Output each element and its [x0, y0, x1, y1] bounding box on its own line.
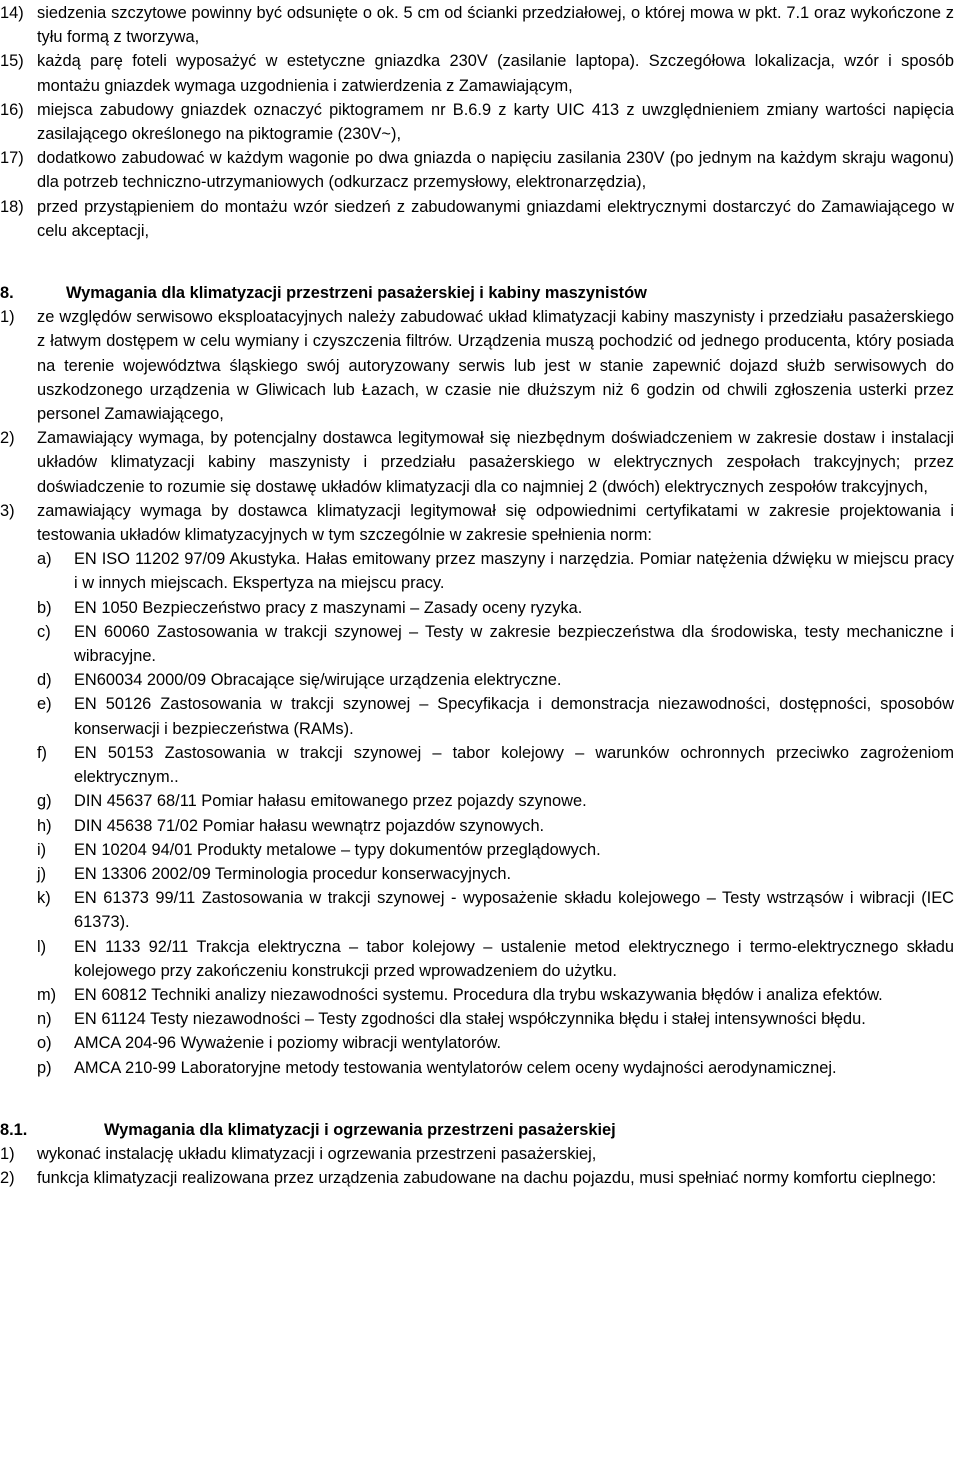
norm-letter: l): [37, 937, 47, 956]
list-item: [0, 49, 954, 97]
norm-item: [0, 1056, 954, 1080]
item-number: 2): [0, 1169, 15, 1188]
norm-letter: h): [37, 816, 52, 835]
norm-text: EN 60060 Zastosowania w trakcji szynowej – Testy w zakresie bezpieczeństwa dla środowiska, testy mechaniczne i wibracyjne.: [74, 622, 954, 666]
item-text: ze względów serwisowo eksploatacyjnych należy zabudować układ klimatyzacji kabiny maszynisty i przedziału pasażerskiego z łatwym dostępem w celu wymiany i czyszczenia filtrów. Urządzenia muszą pochodzić od jednego producenta, który posiada na terenie województwa śląskiego swój autoryzowany serwis lub jest w stanie zapewnić dojazd służb serwisowych do uszkodzonego urządzenia w Gliwicach lub Łazach, w czasie nie dłuższym niż 6 godzin od chwili zgłoszenia usterki przez personel Zamawiającego,: [37, 308, 954, 424]
norm-item: [0, 886, 954, 934]
norm-letter: j): [37, 864, 47, 883]
norm-letter: o): [37, 1034, 52, 1053]
norm-letter: d): [37, 671, 52, 690]
norm-item: [0, 596, 954, 620]
norm-text: EN60034 2000/09 Obracające się/wirujące urządzenia elektryczne.: [74, 671, 562, 690]
norm-text: EN 60812 Techniki analizy niezawodności systemu. Procedura dla trybu wskazywania błędów i analiza efektów.: [74, 985, 883, 1004]
section-8-list: [0, 305, 954, 547]
norm-text: EN 1050 Bezpieczeństwo pracy z maszynami – Zasady oceny ryzyka.: [74, 598, 583, 617]
norm-text: EN ISO 11202 97/09 Akustyka. Hałas emitowany przez maszyny i narzędzia. Pomiar natężenia dźwięku w miejscu pracy i w innych miejscach. Ekspertyza na miejscu pracy.: [74, 550, 954, 593]
list-item: [0, 98, 954, 146]
list-item: [0, 1166, 954, 1190]
item-number: 1): [0, 1144, 15, 1163]
list-item: [0, 1, 954, 49]
norm-text: AMCA 210-99 Laboratoryjne metody testowania wentylatorów celem oceny wydajności aerodynamicznej.: [74, 1058, 837, 1077]
norm-text: DIN 45637 68/11 Pomiar hałasu emitowanego przez pojazdy szynowe.: [74, 792, 587, 811]
item-text: przed przystąpieniem do montażu wzór siedzeń z zabudowanymi gniazdami elektrycznymi dostarczyć do Zamawiającego w celu akceptacji,: [37, 197, 954, 240]
item-number: 17): [0, 149, 24, 168]
norm-letter: p): [37, 1058, 52, 1077]
norm-item: [0, 1007, 954, 1031]
list-top: [0, 1, 954, 243]
list-item: [0, 1142, 954, 1166]
norm-item: [0, 983, 954, 1007]
norm-text: EN 50153 Zastosowania w trakcji szynowej – tabor kolejowy – warunków ochronnych przeciwko zagrożeniom elektrycznym..: [74, 743, 954, 787]
norm-item: [0, 692, 954, 740]
item-number: 16): [0, 100, 24, 119]
item-number: 2): [0, 429, 15, 448]
norm-item: [0, 935, 954, 983]
norm-item: [0, 668, 954, 692]
list-item: [0, 146, 954, 194]
list-item: [0, 499, 954, 547]
norm-letter: a): [37, 550, 52, 569]
norm-text: EN 1133 92/11 Trakcja elektryczna – tabor kolejowy – ustalenie metod elektrycznego i termo-elektrycznego składu kolejowego przy zakończeniu konstrukcji przed wprowadzeniem do użytku.: [74, 937, 954, 980]
norm-item: [0, 862, 954, 886]
norm-letter: i): [37, 840, 47, 859]
norm-letter: m): [37, 985, 57, 1004]
item-number: 3): [0, 501, 15, 520]
item-text: miejsca zabudowy gniazdek oznaczyć piktogramem nr B.6.9 z karty UIC 413 z uwzględnieniem zmiany wartości napięcia zasilającego określonego na piktogramie (230V~),: [37, 100, 954, 144]
norm-letter: g): [37, 792, 52, 811]
norm-item: [0, 789, 954, 813]
item-number: 15): [0, 52, 24, 71]
norm-text: EN 10204 94/01 Produkty metalowe – typy dokumentów przeglądowych.: [74, 840, 601, 859]
item-number: 18): [0, 197, 24, 216]
section-title: Wymagania dla klimatyzacji i ogrzewania przestrzeni pasażerskiej: [104, 1120, 616, 1139]
norm-letter: n): [37, 1010, 52, 1029]
section-title: Wymagania dla klimatyzacji przestrzeni pasażerskiej i kabiny maszynistów: [66, 284, 647, 303]
norms-list: [0, 547, 954, 1079]
norm-letter: e): [37, 695, 52, 714]
item-text: Zamawiający wymaga, by potencjalny dostawca legitymował się niezbędnym doświadczeniem w zakresie dostaw i instalacji układów klimatyzacji kabiny maszynisty i przedziału pasażerskiego w elektrycznych zespołach trakcyjnych; przez doświadczenie to rozumie się dostawę układów klimatyzacji dla co najmniej 2 (dwóch) elektrycznych zespołów trakcyjnych,: [37, 429, 954, 496]
norm-text: AMCA 204-96 Wyważenie i poziomy wibracji wentylatorów.: [74, 1034, 502, 1053]
list-item: [0, 195, 954, 243]
norm-text: EN 61124 Testy niezawodności – Testy zgodności dla stałej współczynnika błędu i stałej intensywności błędu.: [74, 1010, 866, 1029]
item-number: 14): [0, 4, 24, 22]
norm-item: [0, 741, 954, 789]
norm-item: [0, 838, 954, 862]
norm-item: [0, 814, 954, 838]
item-text: każdą parę foteli wyposażyć w estetyczne gniazdka 230V (zasilanie laptopa). Szczegółowa lokalizacja, wzór i sposób montażu gniazdek wymaga uzgodnienia i zatwierdzenia z Zamawiającym,: [37, 52, 954, 95]
list-item: [0, 426, 954, 499]
item-text: zamawiający wymaga by dostawca klimatyzacji legitymował się odpowiednimi certyfikatami w zakresie projektowania i testowania układów klimatyzacyjnych w tym szczególnie w zakresie spełnienia norm:: [37, 501, 954, 545]
item-text: siedzenia szczytowe powinny być odsunięte o ok. 5 cm od ścianki przedziałowej, o której mowa w pkt. 7.1 oraz wykończone z tyłu formą z tworzywa,: [37, 4, 954, 47]
norm-text: EN 13306 2002/09 Terminologia procedur konserwacyjnych.: [74, 864, 512, 883]
section-number: 8.: [0, 284, 14, 303]
norm-letter: c): [37, 622, 51, 641]
norm-text: EN 61373 99/11 Zastosowania w trakcji szynowej - wyposażenie składu kolejowego – Testy wstrząsów i wibracji (IEC 61373).: [74, 889, 954, 932]
section-8-1-list: [0, 1142, 954, 1190]
norm-item: [0, 1031, 954, 1055]
norm-letter: b): [37, 598, 52, 617]
list-item: [0, 305, 954, 426]
item-text: wykonać instalację układu klimatyzacji i ogrzewania przestrzeni pasażerskiej,: [37, 1144, 597, 1163]
norm-letter: f): [37, 743, 48, 762]
norm-text: DIN 45638 71/02 Pomiar hałasu wewnątrz pojazdów szynowych.: [74, 816, 545, 835]
section-8-1-heading: [0, 1118, 954, 1142]
item-text: funkcja klimatyzacji realizowana przez urządzenia zabudowane na dachu pojazdu, musi spełniać normy komfortu cieplnego:: [37, 1169, 937, 1188]
item-number: 1): [0, 308, 15, 327]
item-text: dodatkowo zabudować w każdym wagonie po dwa gniazda o napięciu zasilania 230V (po jednym na każdym skraju wagonu) dla potrzeb techniczno-utrzymaniowych (odkurzacz przemysłowy, elektronarzędzia),: [37, 149, 954, 192]
norm-letter: k): [37, 889, 51, 908]
norm-item: [0, 620, 954, 668]
section-number: 8.1.: [0, 1120, 28, 1139]
norm-item: [0, 547, 954, 595]
norm-text: EN 50126 Zastosowania w trakcji szynowej – Specyfikacja i demonstracja niezawodności, dostępności, sposobów konserwacji i bezpieczeństwa (RAMs).: [74, 695, 954, 738]
section-8-heading: [0, 281, 954, 305]
